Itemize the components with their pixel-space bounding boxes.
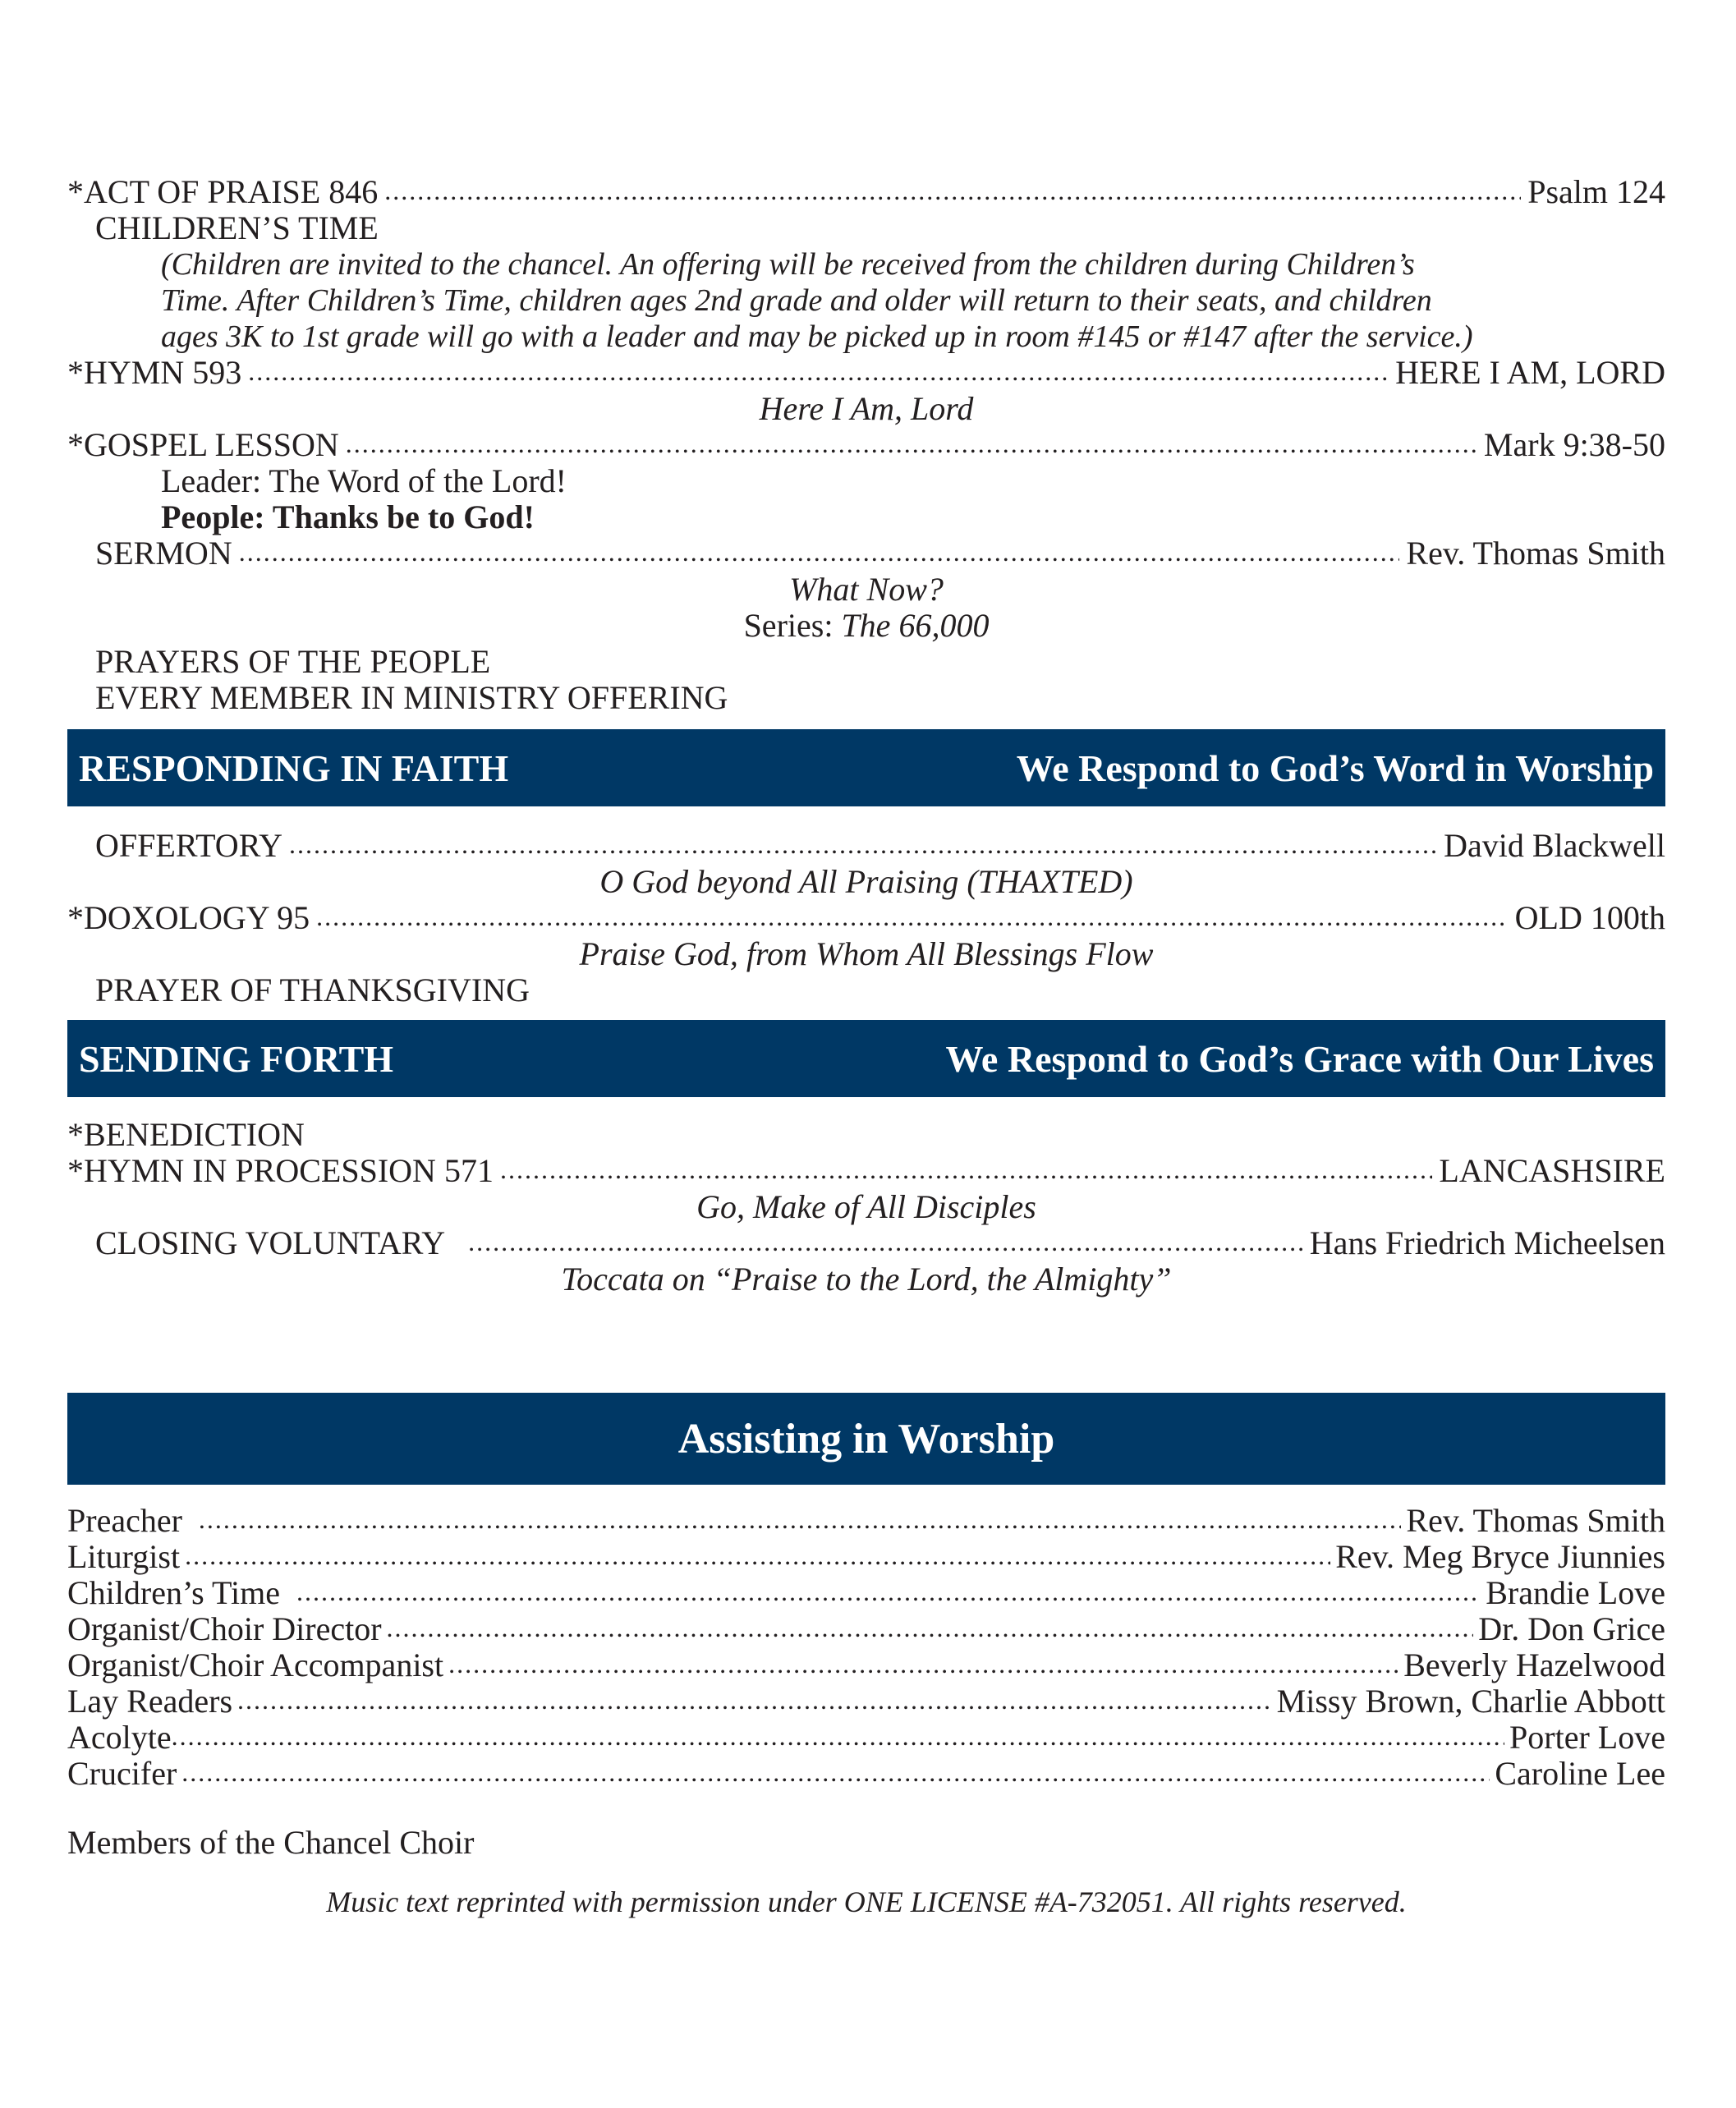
credit-role: Organist/Choir Accompanist — [67, 1646, 444, 1683]
childrens-time-note-2: Time. After Children’s Time, children ages 2nd grade and older will return to their seats, and children — [161, 283, 1432, 318]
assisting-section-header — [67, 1393, 1665, 1485]
credit-name: Brandie Love — [1486, 1574, 1665, 1611]
credit-row — [67, 1503, 1665, 1539]
procession-hymn-value: LANCASHSIRE — [1439, 1152, 1665, 1189]
closing-voluntary-value: Hans Friedrich Micheelsen — [1309, 1224, 1665, 1261]
hymn-line — [67, 355, 1665, 391]
assisting-heading: Assisting in Worship — [677, 1415, 1055, 1463]
leader-dots — [384, 176, 1521, 205]
credit-name: Rev. Meg Bryce Jiunnies — [1335, 1538, 1665, 1575]
gospel-leader-response: Leader: The Word of the Lord! — [161, 462, 567, 499]
credit-name: Porter Love — [1509, 1719, 1665, 1756]
credit-role: Acolyte — [67, 1719, 172, 1756]
credit-row — [67, 1575, 1665, 1611]
leader-dots — [237, 1685, 1272, 1715]
act-of-praise-label: *ACT OF PRAISE 846 — [67, 173, 379, 210]
sermon-line — [95, 535, 1665, 572]
doxology-subtitle: Praise God, from Whom All Blessings Flow — [579, 935, 1154, 972]
gospel-lesson-value: Mark 9:38-50 — [1483, 426, 1665, 463]
responding-heading: RESPONDING IN FAITH — [79, 746, 509, 789]
sermon-label: SERMON — [95, 535, 232, 572]
leader-dots — [316, 902, 1509, 931]
leader-dots — [448, 1649, 1398, 1679]
credit-row — [67, 1683, 1665, 1720]
doxology-value: OLD 100th — [1514, 899, 1665, 936]
credit-name: Caroline Lee — [1495, 1755, 1665, 1792]
chancel-choir: Members of the Chancel Choir — [67, 1824, 475, 1861]
credit-role: Lay Readers — [67, 1683, 233, 1720]
childrens-time-note-3: ages 3K to 1st grade will go with a leader and may be picked up in room #145 or #147 after the service.) — [161, 319, 1473, 354]
offertory-subtitle: O God beyond All Praising (THAXTED) — [599, 863, 1133, 900]
gospel-lesson-line — [67, 427, 1665, 463]
offertory-label: OFFERTORY — [95, 827, 283, 864]
doxology-line — [67, 900, 1665, 936]
credit-role: Children’s Time — [67, 1574, 280, 1611]
leader-dots — [289, 829, 1437, 859]
credit-name: Rev. Thomas Smith — [1406, 1502, 1665, 1539]
childrens-time-note-1: (Children are invited to the chancel. An offering will be received from the children during Children’s — [161, 247, 1415, 282]
sermon-series-prefix: Series: — [743, 607, 842, 644]
credit-role: Crucifer — [67, 1755, 177, 1792]
license-footer: Music text reprinted with permission under ONE LICENSE #A-732051. All rights reserved. — [326, 1885, 1407, 1918]
closing-voluntary-line — [95, 1225, 1665, 1261]
responding-subheading: We Respond to God’s Word in Worship — [1016, 746, 1654, 789]
leader-dots — [346, 429, 1477, 458]
leader-dots — [248, 356, 1389, 386]
sermon-value: Rev. Thomas Smith — [1406, 535, 1665, 572]
credit-row — [67, 1756, 1665, 1792]
credit-role: Organist/Choir Director — [67, 1610, 382, 1647]
hymn-subtitle: Here I Am, Lord — [759, 390, 974, 427]
gospel-lesson-label: *GOSPEL LESSON — [67, 426, 339, 463]
sending-subheading: We Respond to God’s Grace with Our Lives — [945, 1037, 1654, 1080]
sermon-title: What Now? — [789, 571, 944, 608]
every-member-offering: EVERY MEMBER IN MINISTRY OFFERING — [95, 679, 728, 716]
credit-row — [67, 1647, 1665, 1683]
sending-section-header — [67, 1020, 1665, 1097]
leader-dots — [199, 1504, 1402, 1534]
closing-voluntary-label: CLOSING VOLUNTARY — [95, 1224, 446, 1261]
procession-hymn-label: *HYMN IN PROCESSION 571 — [67, 1152, 494, 1189]
childrens-time-label: CHILDREN’S TIME — [95, 209, 379, 246]
hymn-value: HERE I AM, LORD — [1395, 354, 1665, 391]
doxology-label: *DOXOLOGY 95 — [67, 899, 310, 936]
procession-hymn-subtitle: Go, Make of All Disciples — [696, 1188, 1036, 1225]
credit-row — [67, 1539, 1665, 1575]
act-of-praise-value: Psalm 124 — [1527, 173, 1665, 210]
credit-row — [67, 1611, 1665, 1647]
credit-role: Liturgist — [67, 1538, 181, 1575]
procession-hymn-line — [67, 1153, 1665, 1189]
gospel-people-response: People: Thanks be to God! — [161, 498, 535, 535]
leader-dots — [500, 1155, 1432, 1184]
credit-name: Beverly Hazelwood — [1403, 1646, 1665, 1683]
prayer-of-thanksgiving: PRAYER OF THANKSGIVING — [95, 971, 530, 1008]
sermon-series — [67, 608, 1665, 644]
benediction: *BENEDICTION — [67, 1116, 305, 1153]
act-of-praise-line — [67, 174, 1665, 210]
credit-name: Missy Brown, Charlie Abbott — [1276, 1683, 1665, 1720]
offertory-value: David Blackwell — [1444, 827, 1665, 864]
leader-dots — [172, 1721, 1504, 1751]
hymn-label: *HYMN 593 — [67, 354, 242, 391]
responding-section-header — [67, 729, 1665, 806]
credit-role: Preacher — [67, 1502, 182, 1539]
prayers-of-the-people: PRAYERS OF THE PEOPLE — [95, 643, 491, 680]
closing-voluntary-subtitle: Toccata on “Praise to the Lord, the Almighty” — [561, 1261, 1172, 1297]
credit-row — [67, 1720, 1665, 1756]
leader-dots — [296, 1577, 1481, 1606]
leader-dots — [387, 1613, 1474, 1642]
sending-heading: SENDING FORTH — [79, 1037, 394, 1080]
sermon-series-name: The 66,000 — [841, 607, 990, 644]
leader-dots — [185, 1541, 1330, 1570]
leader-dots — [181, 1757, 1490, 1787]
credit-name: Dr. Don Grice — [1478, 1610, 1665, 1647]
leader-dots — [239, 537, 1400, 567]
leader-dots — [468, 1227, 1303, 1256]
offertory-line — [95, 828, 1665, 864]
